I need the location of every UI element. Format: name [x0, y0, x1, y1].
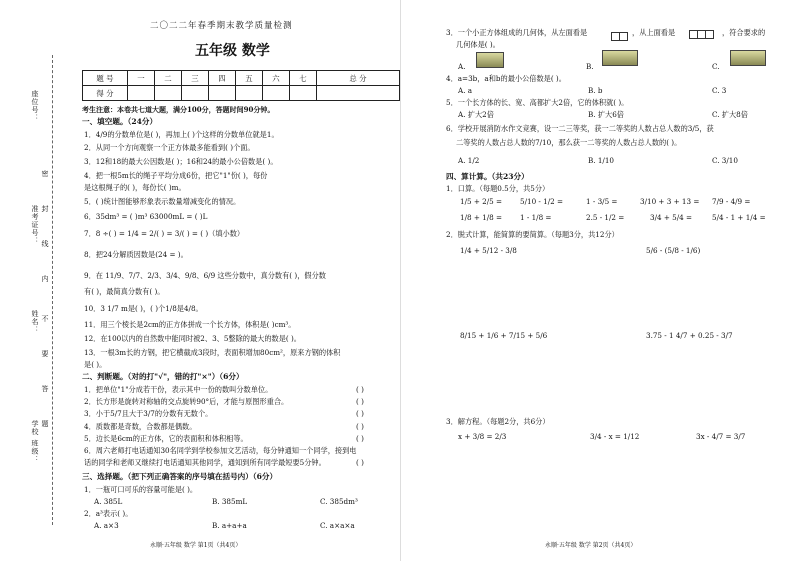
score-cell[interactable] [236, 86, 263, 101]
choice-question: 6．学校开展消防水作文竞赛，设一二三等奖，获一二等奖的人数占总人数的3/5，获 [446, 124, 714, 133]
choice-option[interactable]: A. a×3 [94, 521, 119, 530]
choice-question-part: 几何体是( )。 [456, 40, 500, 49]
seal-char: 线 [41, 240, 49, 248]
choice-question: 2．a³表示( )。 [84, 509, 133, 518]
seal-char: 题 [41, 420, 49, 428]
score-cell[interactable] [209, 86, 236, 101]
footer-left: 永顺·五年级 数学 第1页（共4页） [150, 542, 242, 549]
exam-title: 二〇二二年春季期末教学质量检测 [150, 21, 293, 31]
binding-line [52, 55, 53, 525]
school-class-label: 学校 班级： [31, 420, 39, 464]
calc-item: 5/6 - (5/8 - 1/6) [646, 246, 701, 255]
choice-question: 1．一瓶可口可乐的容量可能是( )。 [84, 485, 198, 494]
fill-item: 6．35dm³ = ( )m³ 63000mL = ( )L [84, 212, 208, 221]
choice-option[interactable]: A. [458, 62, 466, 71]
calc-item: 8/15 + 1/6 + 7/15 + 5/6 [460, 331, 548, 340]
choice-option[interactable]: A. 扩大2倍 [458, 110, 494, 119]
score-cell[interactable] [263, 86, 290, 101]
choice-option[interactable]: B. 扩大6倍 [588, 110, 624, 119]
judge-item: 4．质数都是奇数，合数都是偶数。 [84, 422, 197, 431]
footer-right: 永顺·五年级 数学 第2页（共4页） [545, 542, 637, 549]
section4-title: 四、算计算。（共23分） [446, 172, 529, 181]
fill-item: 5．( )统计图能够形象表示数量增减变化的情况。 [84, 197, 241, 206]
choice-question: 3．一个小正方体组成的几何体，从左面看是 [446, 28, 588, 37]
equation-title: 3．解方程。（每题2分，共6分） [446, 417, 550, 426]
choice-option[interactable]: A. a [458, 86, 473, 95]
oral-item: 7/9 - 4/9 = [712, 197, 751, 206]
equation-item: 3/4 - x = 1/12 [590, 432, 640, 441]
score-header-cell: 三 [182, 71, 209, 86]
score-header-cell: 一 [128, 71, 155, 86]
score-row-label: 得 分 [83, 86, 128, 101]
seal-char: 密 [41, 170, 49, 178]
fill-item: 7．8 ÷( ) = 1/4 = 2/( ) = 3/( ) = ( )（填小数） [84, 229, 245, 238]
answer-bracket[interactable]: ( ) [356, 409, 364, 418]
oral-item: 1 - 1/8 = [520, 213, 552, 222]
choice-option[interactable]: C. 3 [712, 86, 727, 95]
page-fold [400, 0, 401, 561]
answer-bracket[interactable]: ( ) [356, 434, 364, 443]
grade-subject-title: 五年级 数学 [195, 43, 270, 59]
choice-option[interactable]: B. 1/10 [588, 156, 614, 165]
fill-item: 8．把24分解质因数是(24 = )。 [84, 250, 188, 259]
answer-bracket[interactable]: ( ) [356, 458, 364, 467]
solid-figure-a-icon [476, 52, 504, 68]
fill-item: 有( )，最简真分数有( )。 [84, 287, 165, 296]
fill-item: 3．12和18的最大公因数是( )；16和24的最小公倍数是( )。 [84, 157, 278, 166]
choice-option[interactable]: B. 385mL [212, 497, 248, 506]
score-cell[interactable] [182, 86, 209, 101]
choice-question-part: ，符合要求的 [722, 28, 766, 37]
score-header-cell: 题 号 [83, 71, 128, 86]
oral-item: 3/10 + 3 + 13 = [640, 197, 700, 206]
choice-option[interactable]: A. 1/2 [458, 156, 480, 165]
calc-title: 2．脱式计算，能简算的要简算。（每题3分，共12分） [446, 230, 619, 239]
seat-number-label: 座位号： [31, 90, 39, 122]
left-view-icon [612, 26, 628, 45]
fill-item: 是( )。 [84, 360, 107, 369]
choice-option[interactable]: A. 385L [94, 497, 123, 506]
fill-item: 4．把一根5m长的绳子平均分成6份，把它"1"份( )，每份 [84, 171, 268, 180]
choice-option[interactable]: B. [586, 62, 594, 71]
choice-option[interactable]: C. 扩大8倍 [712, 110, 748, 119]
exam-note: 考生注意：本卷共七道大题，满分100分，答题时间90分钟。 [82, 105, 275, 114]
judge-item: 2．长方形是旋转对称轴的交点旋转90°后，才能与原图形重合。 [84, 397, 289, 406]
judge-item: 6．周六老师打电话通知30名同学到学校参加文艺活动，每分钟通知一个同学，接到电 [84, 446, 357, 455]
judge-item: 5．边长是6cm的正方体，它的表面积和体积相等。 [84, 434, 248, 443]
oral-item: 1 - 3/5 = [586, 197, 618, 206]
calc-item: 1/4 + 5/12 - 3/8 [460, 246, 517, 255]
calc-item: 3.75 - 1 4/7 + 0.25 - 3/7 [646, 331, 733, 340]
score-cell[interactable] [290, 86, 317, 101]
section1-title: 一、填空题。（24分） [82, 117, 158, 126]
solid-figure-b-icon [602, 50, 638, 66]
oral-title: 1．口算。（每题0.5分，共5分） [446, 184, 550, 193]
choice-option[interactable]: C. [712, 62, 720, 71]
seal-char: 答 [41, 385, 49, 393]
fill-item: 9．在 11/9、7/7、2/3、3/4、9/8、6/9 这些分数中，真分数有( )，假分数 [84, 271, 326, 280]
oral-item: 5/4 - 1 + 1/4 = [712, 213, 766, 222]
choice-question: 5．一个长方体的长、宽、高都扩大2倍，它的体积就( )。 [446, 98, 629, 107]
score-cell[interactable] [155, 86, 182, 101]
choice-question-part: 二等奖的人数占总人数的7/10，那么获一二等奖的人数占总人数的( )。 [456, 138, 682, 147]
oral-item: 3/4 + 5/4 = [650, 213, 693, 222]
fill-item: 是这根绳子的( )，每份长( )m。 [84, 183, 186, 192]
choice-option[interactable]: C. 385dm³ [320, 497, 358, 506]
score-header-cell: 六 [263, 71, 290, 86]
score-cell[interactable] [317, 86, 400, 101]
section3-title: 三、选择题。（把下列正确答案的序号填在括号内）（6分） [82, 472, 278, 481]
seal-char: 封 [41, 205, 49, 213]
answer-bracket[interactable]: ( ) [356, 385, 364, 394]
choice-option[interactable]: B. a+a+a [212, 521, 247, 530]
equation-item: 3x - 4/7 = 3/7 [696, 432, 746, 441]
seal-char: 要 [41, 350, 49, 358]
judge-item: 1．把单位"1"分成若干份，表示其中一份的数叫分数单位。 [84, 385, 273, 394]
section2-title: 二、判断题。（对的打"√"，错的打"×"）（6分） [82, 372, 244, 381]
fill-item: 1．4/9的分数单位是( )，再加上( )个这样的分数单位就是1。 [84, 130, 279, 139]
equation-item: x + 3/8 = 2/3 [458, 432, 507, 441]
oral-item: 1/8 + 1/8 = [460, 213, 503, 222]
fill-item: 10．3 1/7 m是( )，( )个1/8是4/8。 [84, 304, 203, 313]
fill-item: 12．在100以内的自然数中能同时被2、3、5整除的最大的数是( )。 [84, 334, 301, 343]
fill-item: 11．用三个棱长是2cm的正方体拼成一个长方体，体积是( )cm³。 [84, 320, 296, 329]
exam-number-label: 准考证号： [31, 205, 39, 245]
answer-bracket[interactable]: ( ) [356, 397, 364, 406]
score-header-cell: 二 [155, 71, 182, 86]
seal-char: 内 [41, 275, 49, 283]
oral-item: 2.5 - 1/2 = [586, 213, 625, 222]
choice-question-part: ，从上面看是 [632, 28, 676, 37]
judge-item: 话的同学和老师又继续打电话通知其他同学，通知到所有同学最短要5分钟。 [84, 458, 326, 467]
fill-item: 13．一根3m长的方钢，把它横截成3段时，表面积增加80cm²，原来方钢的体积 [84, 348, 341, 357]
solid-figure-c-icon [730, 50, 766, 66]
oral-item: 1/5 + 2/5 = [460, 197, 503, 206]
name-label: 姓名： [31, 310, 39, 334]
seal-char: 不 [41, 315, 49, 323]
answer-bracket[interactable]: ( ) [356, 422, 364, 431]
top-view-icon [690, 24, 714, 43]
fill-item: 2．从同一个方向观察一个正方体最多能看到( )个面。 [84, 143, 255, 152]
choice-option[interactable]: C. 3/10 [712, 156, 738, 165]
score-header-cell: 四 [209, 71, 236, 86]
choice-option[interactable]: B. b [588, 86, 603, 95]
oral-item: 5/10 - 1/2 = [520, 197, 564, 206]
score-cell[interactable] [128, 86, 155, 101]
choice-option[interactable]: C. a×a×a [320, 521, 355, 530]
score-header-cell: 七 [290, 71, 317, 86]
score-table [82, 70, 400, 101]
score-header-cell: 五 [236, 71, 263, 86]
score-header-cell: 总 分 [317, 71, 400, 86]
judge-item: 3．小于5/7且大于3/7的分数有无数个。 [84, 409, 213, 418]
choice-question: 4．a=3b，a和b的最小公倍数是( )。 [446, 74, 566, 83]
